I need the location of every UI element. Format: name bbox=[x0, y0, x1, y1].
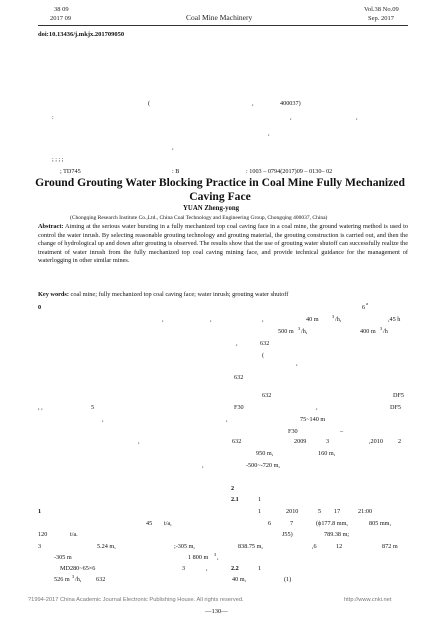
body-frag: , bbox=[262, 316, 264, 323]
body-frag: , bbox=[236, 340, 238, 347]
body-frag: 1 800 m bbox=[188, 554, 209, 561]
abstract-text: Aiming at the serious water bursting in a fully mechanized top coal caving face in a coal mine, the ground watering method is used to control the water inrush. By selecting reasonable grouting technology and grouting material, the grouting construction is carried out, and then the change of hydrological up and down after grouting is observed. The results show that the use of grouting water shutoff can successfully realize the treatment of water inrush from the fully mechanized top coal caving mining face, and provide technical guidance for the management of waterlogging in other similar mines. bbox=[38, 223, 408, 265]
body-frag: 160 m, bbox=[318, 450, 336, 457]
header-date: Sep. 2017 bbox=[368, 15, 394, 22]
section-2-heading: 2 bbox=[231, 485, 235, 492]
page-number: —130— bbox=[205, 608, 228, 615]
body-frag: 805 mm, bbox=[369, 520, 392, 527]
header-issue-top: 38 09 bbox=[54, 6, 69, 13]
footer-copyright: ?1994-2017 China Academic Journal Electronic Publishing House. All rights reserved. bbox=[28, 597, 244, 603]
body-frag: t/a, bbox=[164, 520, 172, 527]
affiliation: (Chongqing Research Institute Co.,Ltd., China Coal Technology and Engineering Group, Chongqing 400037, China) bbox=[70, 215, 328, 221]
body-frag: 12 bbox=[336, 543, 343, 550]
keywords-label: Key words: bbox=[38, 291, 69, 298]
body-frag: ,6 bbox=[312, 543, 317, 550]
body-frag: 2010 bbox=[286, 508, 299, 515]
abstract bbox=[38, 223, 408, 266]
body-frag: 632 bbox=[234, 374, 244, 381]
cn-affil-comma: , bbox=[252, 100, 254, 107]
body-frag: 3 bbox=[326, 438, 330, 445]
body-frag: 120 bbox=[38, 531, 48, 538]
doi: doi:10.13436/j.mkjx.201709050 bbox=[38, 31, 125, 38]
body-frag: ,2010 bbox=[369, 438, 383, 445]
body-frag: 3 bbox=[332, 314, 335, 319]
body-frag: 3 bbox=[298, 326, 301, 331]
body-frag: 500 m bbox=[278, 328, 294, 335]
english-title: Ground Grouting Water Blocking Practice in Coal Mine Fully Mechanized Caving Face bbox=[35, 176, 405, 203]
body-frag: 1 bbox=[258, 565, 262, 572]
body-frag: 3 bbox=[380, 326, 383, 331]
body-frag: F30 bbox=[288, 428, 298, 435]
body-frag: ( bbox=[262, 352, 265, 359]
body-frag: F30 bbox=[234, 404, 244, 411]
body-frag: 3 bbox=[72, 574, 75, 579]
body-frag: MD280~65×6 bbox=[60, 565, 96, 572]
body-frag: /h, bbox=[75, 576, 82, 583]
cn-keywords: ; ; ; ; bbox=[52, 156, 64, 163]
body-frag: 838.75 m, bbox=[238, 543, 263, 550]
body-frag: , bbox=[162, 316, 164, 323]
body-frag: 2 bbox=[398, 438, 402, 445]
footer-url: http://www.cnki.net bbox=[344, 597, 392, 603]
cn-article-number: : 1003 – 0794(2017)09 – 0130– 02 bbox=[246, 168, 333, 175]
body-frag: DF5 bbox=[390, 404, 402, 411]
body-frag: 632 bbox=[232, 438, 242, 445]
body-frag: -305 m bbox=[54, 554, 72, 561]
body-frag: , , bbox=[38, 404, 43, 411]
body-frag: 789.38 m; bbox=[324, 531, 350, 538]
body-frag: 7 bbox=[290, 520, 294, 527]
body-frag: 950 m, bbox=[256, 450, 274, 457]
body-frag: ;-305 m, bbox=[174, 543, 195, 550]
body-frag: 632 bbox=[96, 576, 106, 583]
cn-abstract-colon: : bbox=[52, 114, 54, 121]
body-frag: /h, bbox=[301, 328, 308, 335]
body-frag: 1 bbox=[258, 496, 262, 503]
body-frag: 17 bbox=[334, 508, 341, 515]
cn-abstract-sep-1: , bbox=[290, 114, 292, 121]
body-frag: 40 m, bbox=[232, 576, 247, 583]
section-1-heading: 1 bbox=[38, 508, 42, 515]
cn-affil-code: 400037) bbox=[280, 100, 301, 107]
author: YUAN Zheng-yong bbox=[183, 205, 240, 212]
body-frag: , bbox=[296, 360, 298, 367]
body-frag: 872 m bbox=[382, 543, 398, 550]
body-frag: , bbox=[210, 316, 212, 323]
cn-abstract-sep-3: , bbox=[268, 130, 270, 137]
body-frag: , bbox=[226, 416, 228, 423]
body-frag: a bbox=[366, 301, 368, 306]
body-frag: 6 bbox=[362, 304, 366, 311]
body-frag: t/a. bbox=[70, 531, 78, 538]
body-frag: 2009 bbox=[294, 438, 307, 445]
body-frag: 400 m bbox=[360, 328, 376, 335]
body-frag: , bbox=[202, 462, 204, 469]
body-frag: 632 bbox=[262, 392, 272, 399]
cn-affil-paren: ( bbox=[148, 100, 151, 107]
body-frag: /h bbox=[383, 328, 388, 335]
section-2-2-heading: 2.2 bbox=[231, 565, 239, 572]
body-frag: 5 bbox=[91, 404, 95, 411]
body-frag: 1 bbox=[258, 508, 262, 515]
body-frag: , bbox=[138, 438, 140, 445]
body-frag: 6 bbox=[268, 520, 272, 527]
header-rule bbox=[38, 25, 408, 26]
body-frag: 3 bbox=[214, 552, 217, 557]
body-frag: , bbox=[217, 554, 219, 561]
section-0-heading: 0 bbox=[38, 304, 42, 311]
body-frag: , bbox=[206, 565, 208, 572]
body-frag: 3 bbox=[38, 543, 42, 550]
body-frag: 632 bbox=[260, 340, 270, 347]
body-frag: 21:00 bbox=[358, 508, 373, 515]
header-issue-bottom: 2017 09 bbox=[50, 15, 72, 22]
section-2-1-heading: 2.1 bbox=[231, 496, 239, 503]
body-frag: 75~140 m bbox=[300, 416, 326, 423]
body-frag: DF5 bbox=[393, 392, 405, 399]
keywords-text: coal mine; fully mechanized top coal caving face; water inrush; grouting water shutoff bbox=[70, 291, 289, 298]
body-frag: , bbox=[316, 404, 318, 411]
body-frag: 40 m bbox=[306, 316, 319, 323]
body-frag: (1) bbox=[284, 576, 292, 583]
header-journal-name: Coal Mine Machinery bbox=[186, 13, 253, 22]
cn-clc-number: ; TD745 bbox=[60, 168, 81, 175]
keywords bbox=[38, 291, 288, 298]
body-frag: /h, bbox=[335, 316, 342, 323]
cn-abstract-sep-2: , bbox=[356, 114, 358, 121]
cn-abstract-sep-4: , bbox=[172, 144, 174, 151]
body-frag: 3 bbox=[182, 565, 186, 572]
body-frag: 5.24 m, bbox=[97, 543, 116, 550]
body-frag: J55) bbox=[282, 531, 293, 538]
header-volume: Vol.38 No.09 bbox=[364, 6, 399, 13]
abstract-label: Abstract: bbox=[38, 223, 64, 230]
body-frag: 526 m bbox=[54, 576, 70, 583]
cn-document-code: : B bbox=[172, 168, 180, 175]
body-frag: , bbox=[102, 416, 104, 423]
body-frag: -500~-720 m, bbox=[246, 462, 280, 469]
body-frag: – bbox=[340, 428, 344, 435]
body-frag: ,45 h bbox=[388, 316, 401, 323]
body-frag: (ϕ177.8 mm, bbox=[316, 520, 348, 527]
body-frag: 5 bbox=[318, 508, 322, 515]
body-frag: 45 bbox=[146, 520, 153, 527]
